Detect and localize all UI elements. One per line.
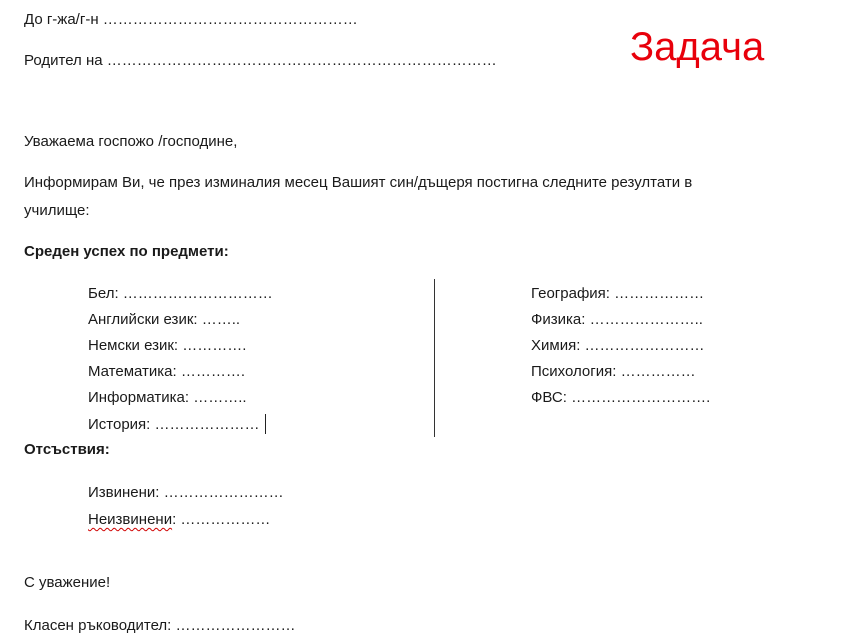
- greeting: Уважаема госпожо /господине,: [24, 133, 238, 150]
- unexcused-word-spellcheck[interactable]: Неизвинени: [88, 511, 173, 528]
- subject-chemistry: Химия: ……………………: [531, 337, 705, 354]
- unexcused-dots: : ………………: [172, 511, 271, 528]
- subject-informatics: Информатика: ………..: [88, 389, 247, 406]
- column-divider: [434, 279, 435, 437]
- recipient-line: До г-жа/г-н ……………………………………………: [24, 11, 358, 28]
- parent-line: Родител на ……………………………………………………………………: [24, 52, 497, 69]
- class-teacher-line: Класен ръководител: ……………………: [24, 617, 296, 634]
- absences-heading: Отсъствия:: [24, 441, 110, 458]
- intro-paragraph-line-1: Информирам Ви, че през изминалия месец Вашият син/дъщеря постигна следните резултати в: [24, 174, 693, 191]
- subject-physics: Физика: …………………..: [531, 311, 703, 328]
- text-cursor: [265, 414, 266, 434]
- subject-history: История: …………………: [88, 416, 260, 433]
- task-title: Задача: [630, 25, 765, 69]
- subject-psychology: Психология: ……………: [531, 363, 696, 380]
- grades-heading: Среден успех по предмети:: [24, 243, 229, 260]
- intro-paragraph-line-2: училище:: [24, 202, 90, 219]
- subject-bel: Бел: …………………………: [88, 285, 273, 302]
- absences-excused: Извинени: ……………………: [88, 484, 284, 501]
- closing: С уважение!: [24, 574, 111, 591]
- absences-unexcused: [88, 511, 270, 529]
- subject-pe: ФВС: ……………………….: [531, 389, 711, 406]
- subject-geography: География: ………………: [531, 285, 705, 302]
- subject-english: Английски език: ……..: [88, 311, 241, 328]
- subject-german: Немски език: ………….: [88, 337, 247, 354]
- subject-math: Математика: ………….: [88, 363, 246, 380]
